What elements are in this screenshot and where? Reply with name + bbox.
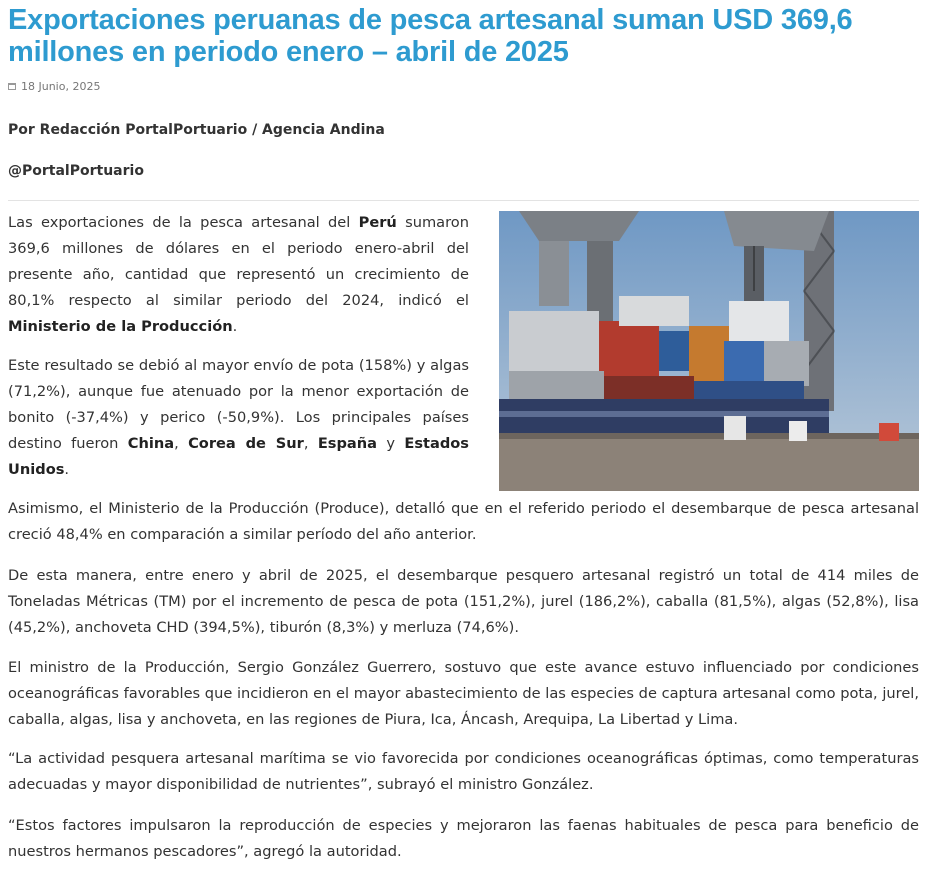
social-handle[interactable]: @PortalPortuario [8, 163, 144, 179]
paragraph-4: De esta manera, entre enero y abril de 2025, el desembarque pesquero artesanal registró un total de 414 miles de Toneladas Métricas (TM) por el incremento de pesca de pota (151,2%), jurel (186,2%), caballa (81,5%), algas (52,8%), lisa (45,2%), anchoveta CHD (394,5%), tiburón (8,3%) y merluza (74,6%). [8, 567, 919, 636]
byline: Por Redacción PortalPortuario / Agencia Andina [8, 122, 385, 138]
publish-date [8, 80, 100, 93]
calendar-icon [8, 83, 16, 90]
divider [8, 200, 919, 201]
paragraph-7: “Estos factores impulsaron la reproducción de especies y mejoraron las faenas habituales de pesca para beneficio de nuestros hermanos pescadores”, agregó la autoridad. [8, 817, 919, 860]
article-title: Exportaciones peruanas de pesca artesanal suman USD 369,6 millones en periodo enero – abril de 2025 [8, 4, 853, 68]
paragraph-5: El ministro de la Producción, Sergio González Guerrero, sostuvo que este avance estuvo influenciado por condiciones oceanográficas favorables que incidieron en el mayor abastecimiento de las especies de captura artesanal como pota, jurel, caballa, algas, lisa y anchoveta, en las regiones de Piura, Ica, Áncash, Arequipa, La Libertad y Lima. [8, 659, 919, 728]
port-container-photo [499, 211, 919, 491]
publish-date-text: 18 Junio, 2025 [21, 80, 101, 93]
paragraph-3: Asimismo, el Ministerio de la Producción (Produce), detalló que en el referido periodo el desembarque de pesca artesanal creció 48,4% en comparación a similar período del año anterior. [8, 500, 919, 543]
paragraph-1: Las exportaciones de la pesca artesanal del Perú sumaron 369,6 millones de dólares en el periodo enero-abril del presente año, cantidad que representó un crecimiento de 80,1% respecto al similar periodo del 2024, indicó el Ministerio de la Producción. [8, 214, 469, 335]
paragraph-6: “La actividad pesquera artesanal marítima se vio favorecida por condiciones oceanográficas óptimas, como temperaturas adecuadas y mayor disponibilidad de nutrientes”, subrayó el ministro González. [8, 750, 919, 793]
paragraph-2: Este resultado se debió al mayor envío de pota (158%) y algas (71,2%), aunque fue atenuado por la menor exportación de bonito (-37,4%) y perico (-50,9%). Los principales países destino fueron China, Corea de Sur, España y Estados Unidos. [8, 357, 469, 478]
